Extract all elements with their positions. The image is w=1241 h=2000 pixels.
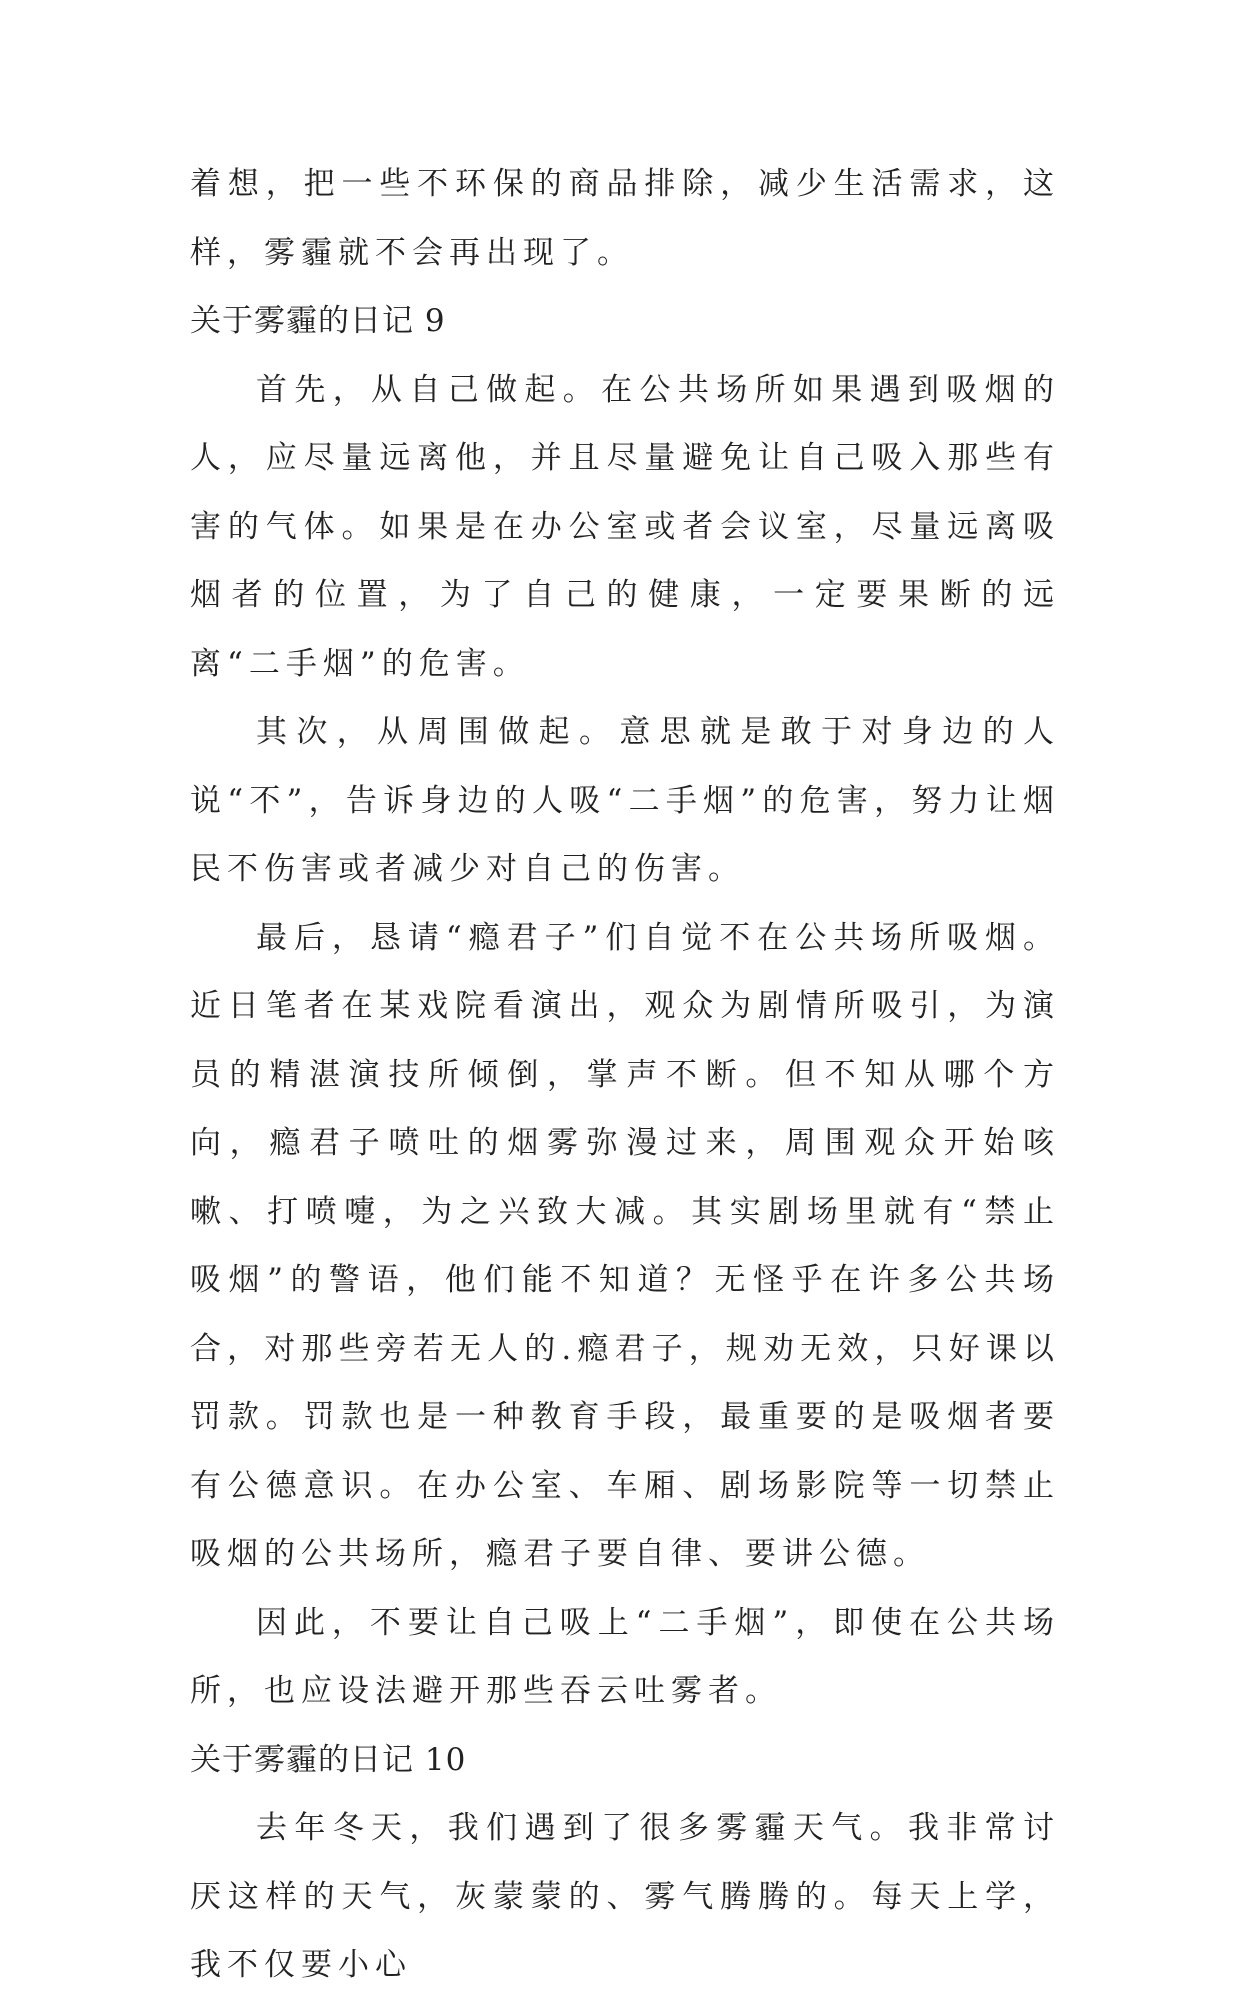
diary-heading-9: 关于雾霾的日记 9	[190, 303, 446, 339]
paragraph-continuation: 着想，把一些不环保的商品排除，减少生活需求，这样，雾霾就不会再出现了。	[190, 166, 1060, 271]
paragraph-second: 其次，从周围做起。意思就是敢于对身边的人说“不”，告诉身边的人吸“二手烟”的危害，努力让烟民不伤害或者减少对自己的伤害。	[190, 714, 1060, 887]
document-body	[190, 150, 1060, 2000]
paragraph-third: 最后，恳请“瘾君子”们自觉不在公共场所吸烟。近日笔者在某戏院看演出，观众为剧情所吸引，为演员的精湛演技所倾倒，掌声不断。但不知从哪个方向，瘾君子喷吐的烟雾弥漫过来，周围观众开始咳嗽、打喷嚏，为之兴致大减。其实剧场里就有“禁止吸烟”的警语，他们能不知道？无怪乎在许多公共场合，对那些旁若无人的.瘾君子，规劝无效，只好课以罚款。罚款也是一种教育手段，最重要的是吸烟者要有公德意识。在办公室、车厢、剧场影院等一切禁止吸烟的公共场所，瘾君子要自律、要讲公德。	[190, 919, 1060, 1572]
diary-heading-10: 关于雾霾的日记 10	[190, 1741, 467, 1778]
paragraph-first: 首先，从自己做起。在公共场所如果遇到吸烟的人，应尽量远离他，并且尽量避免让自己吸入那些有害的气体。如果是在办公室或者会议室，尽量远离吸烟者的位置，为了自己的健康，一定要果断的远离“二手烟”的危害。	[190, 371, 1060, 682]
paragraph-diary-10-start: 去年冬天，我们遇到了很多雾霾天气。我非常讨厌这样的天气，灰蒙蒙的、雾气腾腾的。每天上学，我不仅要小心	[190, 1810, 1060, 1983]
paragraph-conclusion: 因此，不要让自己吸上“二手烟”，即使在公共场所，也应设法避开那些吞云吐雾者。	[190, 1604, 1060, 1709]
